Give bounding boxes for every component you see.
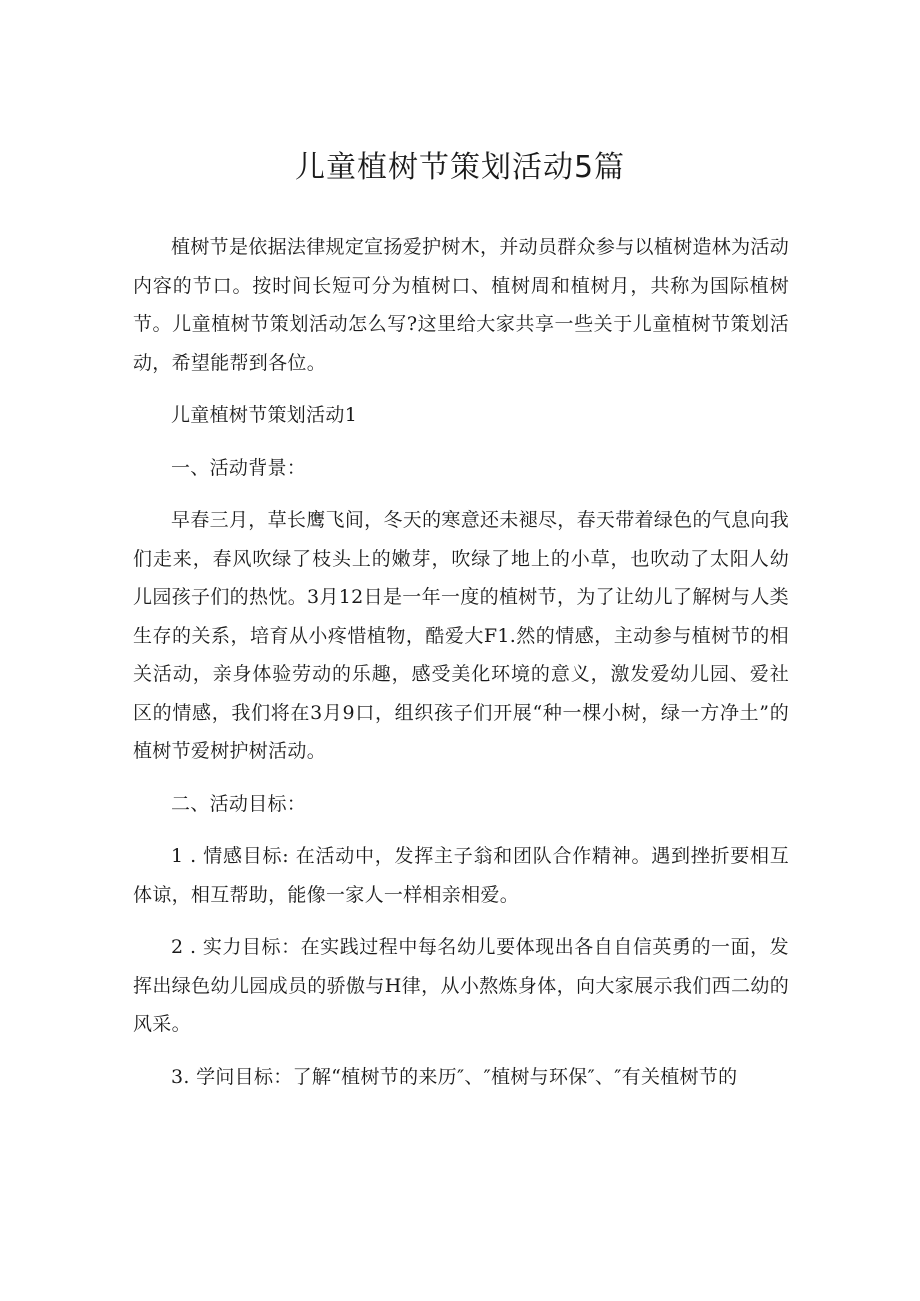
goal-item: 2 . 实力目标：在实践过程中每名幼儿要体现出各自自信英勇的一面，发挥出绿色幼儿园成员的骄傲与H律，从小熬炼身体，向大家展示我们西二幼的风采。 (133, 936, 789, 1035)
goal-item: 1 . 情感目标: 在活动中，发挥主子翁和团队合作精神。遇到挫折要相互体谅，相互帮助，能像一家人一样相亲相爱。 (133, 845, 789, 906)
document-title: 儿童植树节策划活动5篇 (294, 150, 626, 185)
intro-paragraph: 植树节是依据法律规定宣扬爱护树木，并动员群众参与以植树造林为活动内容的节口。按时间长短可分为植树口、植树周和植树月，共称为国际植树节。儿童植树节策划活动怎么写?这里给大家共享一些关于儿童植树节策划活动，希望能帮到各位。 (133, 236, 789, 374)
subsection-heading: 二、活动目标： (171, 792, 307, 815)
section-heading: 儿童植树节策划活动1 (171, 404, 358, 426)
subsection-heading: 一、活动背景： (171, 456, 307, 479)
goal-item: 3. 学问目标：了解“植树节的来历″、″植树与环保″、″有关植树节的 (171, 1065, 738, 1088)
background-paragraph: 早春三月，草长鹰飞间，冬天的寒意还未褪尽，春天带着绿色的气息向我们走来，春风吹绿了枝头上的嫩芽，吹绿了地上的小草，也吹动了太阳人幼儿园孩子们的热忱。3月12日是一年一度的植树节，为了让幼儿了解树与人类生存的关系，培育从小疼惜植物，酷爱大F1.然的情感，主动参与植树节的相关活动，亲身体验劳动的乐趣，感受美化环境的意义，激发爱幼儿园、爱社区的情感，我们将在3月9口，组织孩子们开展“种一棵小树，绿一方净土”的植树节爱树护树活动。 (133, 509, 789, 762)
document-body (133, 228, 789, 1110)
